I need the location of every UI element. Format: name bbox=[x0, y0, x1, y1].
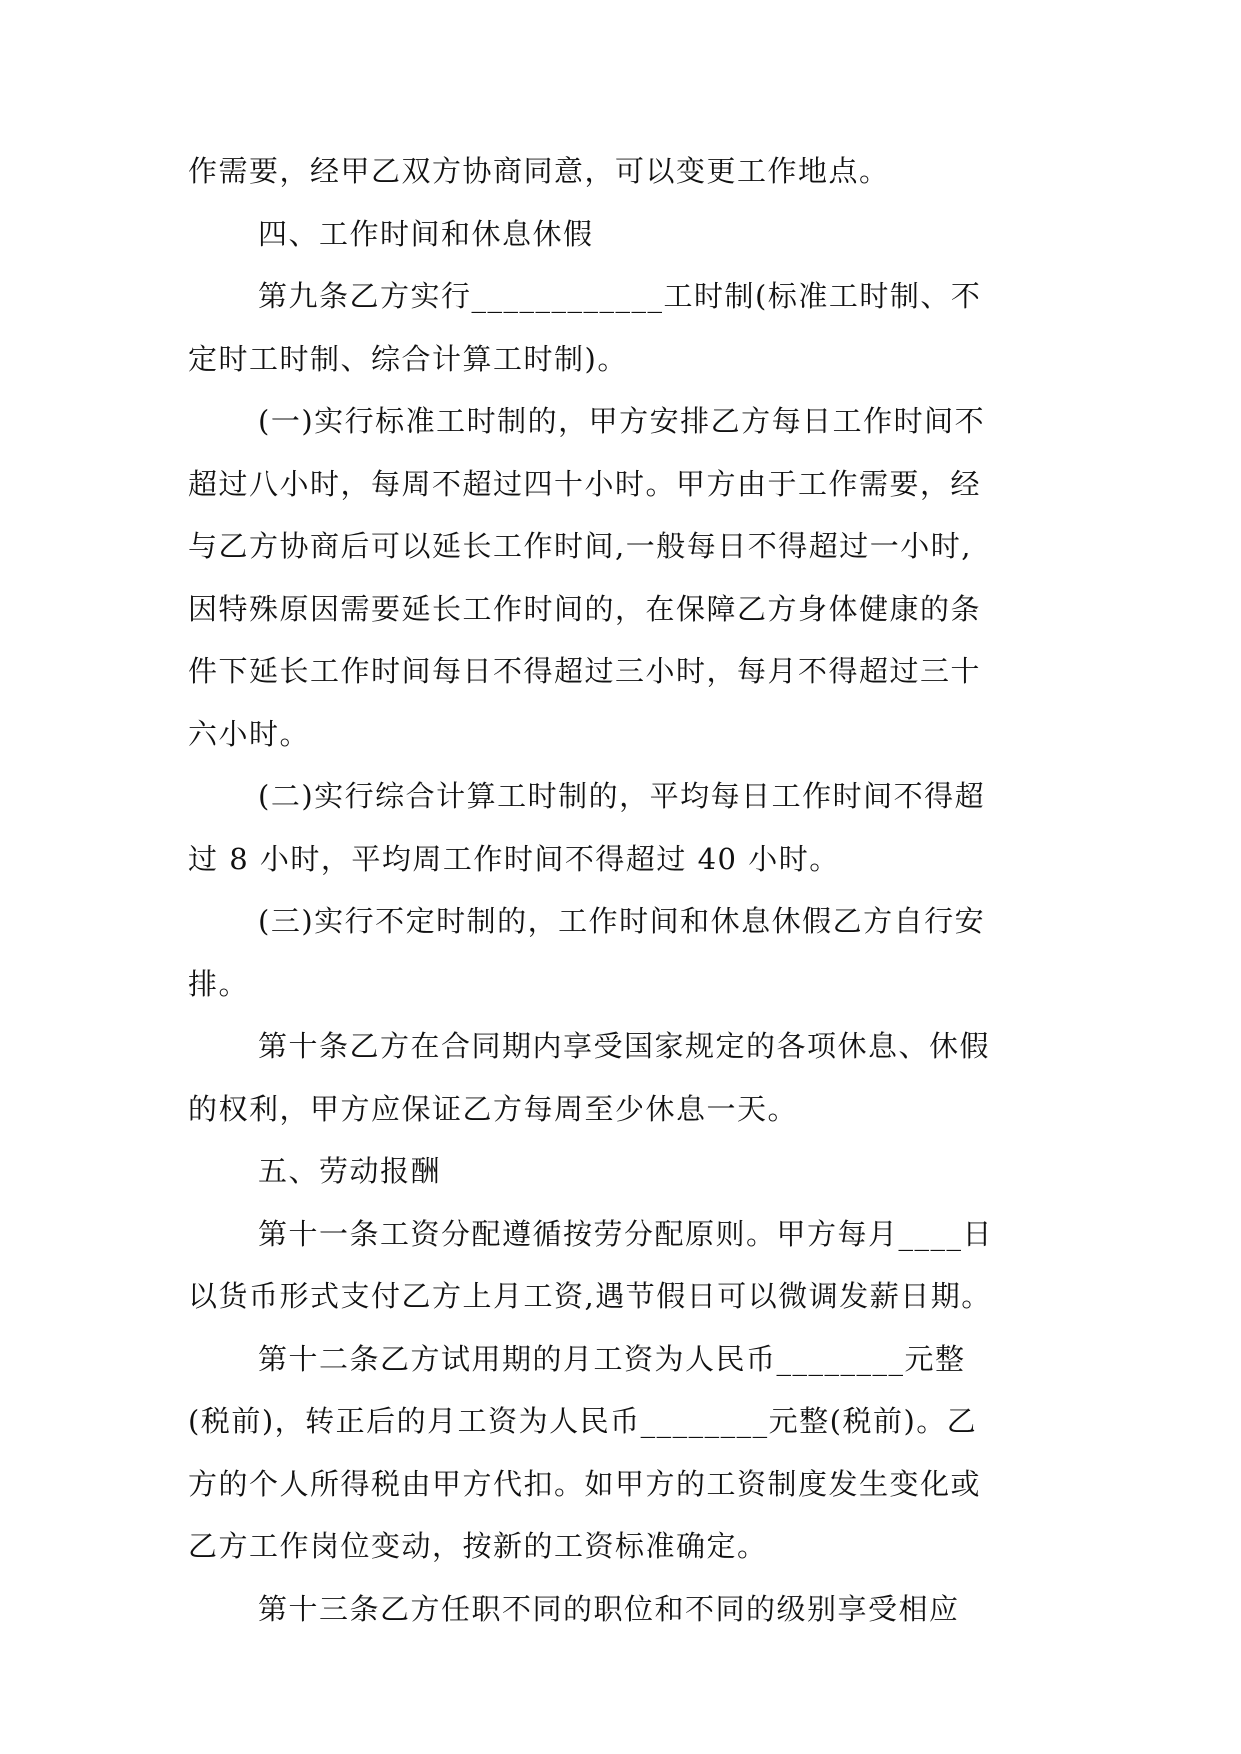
text-line: 作需要，经甲乙双方协商同意，可以变更工作地点。 bbox=[188, 154, 890, 188]
text-line: 方的个人所得税由甲方代扣。如甲方的工资制度发生变化或 bbox=[188, 1466, 982, 1501]
text-line: 乙方工作岗位变动，按新的工资标准确定。 bbox=[188, 1529, 768, 1563]
section-heading: 四、工作时间和休息休假 bbox=[258, 216, 594, 251]
text-line: (税前)，转正后的月工资为人民币________元整(税前)。乙 bbox=[188, 1404, 978, 1438]
text-line: 第十二条乙方试用期的月工资为人民币________元整 bbox=[258, 1341, 966, 1376]
text-line: 定时工时制、综合计算工时制)。 bbox=[188, 341, 628, 376]
text-line: 因特殊原因需要延长工作时间的，在保障乙方身体健康的条 bbox=[188, 591, 982, 626]
text-line: 与乙方协商后可以延长工作时间,一般每日不得超过一小时, bbox=[188, 529, 972, 563]
text-line: (三)实行不定时制的，工作时间和休息休假乙方自行安 bbox=[258, 904, 986, 938]
section-heading: 五、劳动报酬 bbox=[258, 1154, 442, 1188]
text-line: 第九条乙方实行____________工时制(标准工时制、不 bbox=[258, 279, 982, 313]
text-line: 第十一条工资分配遵循按劳分配原则。甲方每月____日 bbox=[258, 1216, 994, 1251]
text-line: 的权利，甲方应保证乙方每周至少休息一天。 bbox=[188, 1091, 799, 1126]
text-line: (一)实行标准工时制的，甲方安排乙方每日工作时间不 bbox=[258, 404, 986, 438]
text-line: 排。 bbox=[188, 966, 250, 1001]
text-line: 第十条乙方在合同期内享受国家规定的各项休息、休假 bbox=[258, 1029, 991, 1063]
text-line: (二)实行综合计算工时制的，平均每日工作时间不得超 bbox=[258, 779, 986, 813]
text-line: 以货币形式支付乙方上月工资,遇节假日可以微调发薪日期。 bbox=[188, 1279, 992, 1313]
document-page bbox=[188, 140, 1054, 1640]
text-line: 超过八小时，每周不超过四十小时。甲方由于工作需要，经 bbox=[188, 466, 982, 501]
text-line: 六小时。 bbox=[188, 716, 311, 751]
text-line: 过 8 小时，平均周工作时间不得超过 40 小时。 bbox=[188, 841, 840, 876]
text-line: 第十三条乙方任职不同的职位和不同的级别享受相应 bbox=[258, 1591, 960, 1626]
text-line: 件下延长工作时间每日不得超过三小时，每月不得超过三十 bbox=[188, 654, 982, 688]
